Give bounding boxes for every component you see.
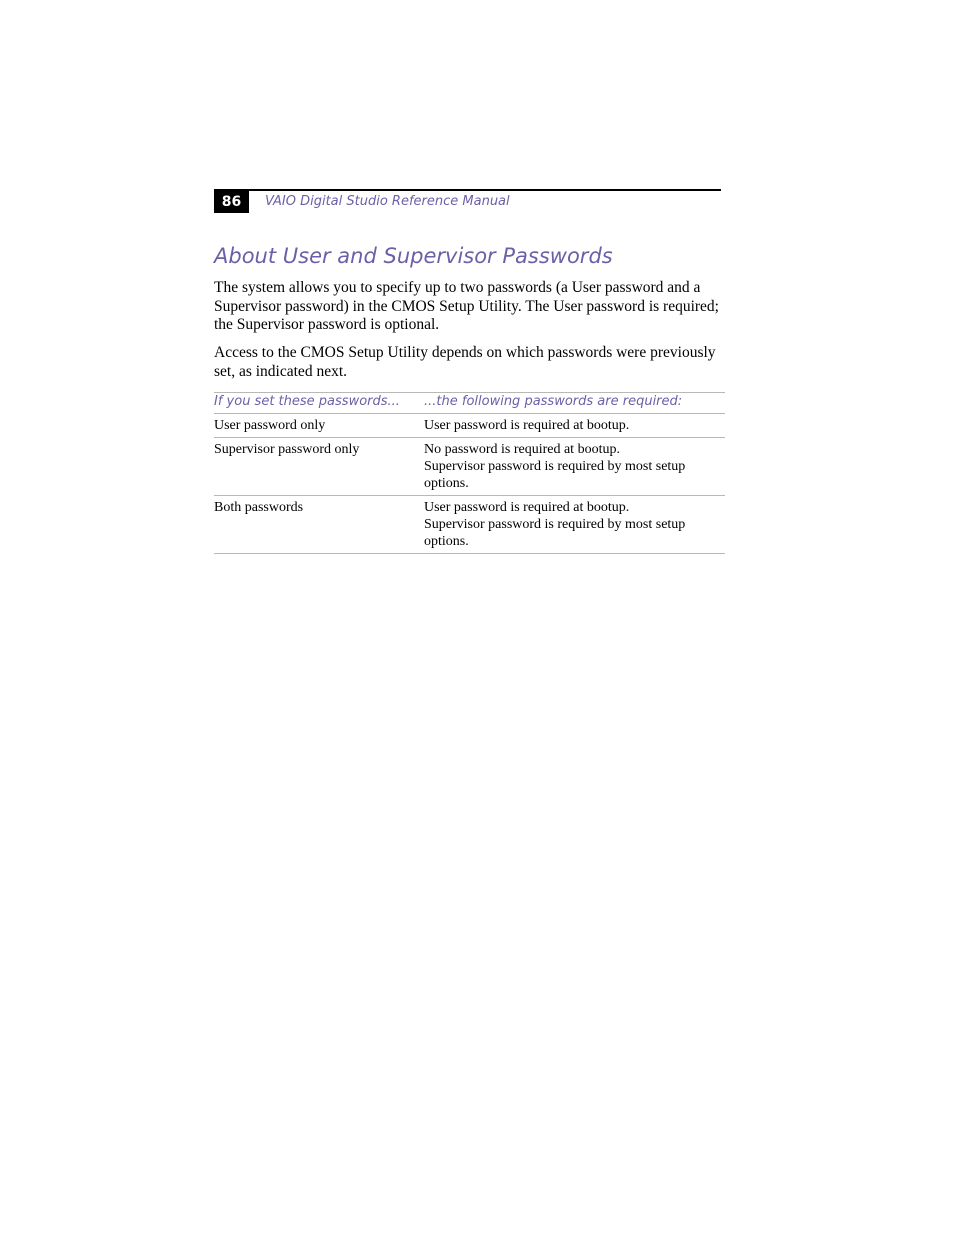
table-cell-set: Supervisor password only bbox=[214, 438, 424, 496]
table-row bbox=[214, 496, 725, 554]
running-title: VAIO Digital Studio Reference Manual bbox=[265, 194, 510, 209]
section-title: About User and Supervisor Passwords bbox=[214, 244, 613, 268]
requirement-line: Supervisor password is required by most setup options. bbox=[424, 459, 686, 491]
requirement-line: User password is required at bootup. bbox=[424, 500, 630, 515]
password-table bbox=[214, 392, 725, 554]
table-header-required: ...the following passwords are required: bbox=[424, 393, 725, 414]
table-row bbox=[214, 414, 725, 438]
requirement-line: User password is required at bootup. bbox=[424, 418, 630, 433]
requirement-line: Supervisor password is required by most setup options. bbox=[424, 517, 686, 549]
table-cell-required bbox=[424, 438, 725, 496]
page-number: 86 bbox=[214, 191, 249, 213]
intro-paragraph: The system allows you to specify up to two passwords (a User password and a Supervisor password) in the CMOS Setup Utility. The User password is required; the Supervisor password is optional. bbox=[214, 279, 719, 333]
table-row bbox=[214, 438, 725, 496]
table-cell-required bbox=[424, 414, 725, 438]
page-header bbox=[214, 189, 721, 216]
requirement-line: No password is required at bootup. bbox=[424, 442, 620, 457]
access-paragraph: Access to the CMOS Setup Utility depends on which passwords were previously set, as indicated next. bbox=[214, 344, 716, 380]
table-cell-set: Both passwords bbox=[214, 496, 424, 554]
table-header-set: If you set these passwords... bbox=[214, 393, 424, 414]
table-cell-set: User password only bbox=[214, 414, 424, 438]
table-header-row bbox=[214, 393, 725, 414]
table-cell-required bbox=[424, 496, 725, 554]
